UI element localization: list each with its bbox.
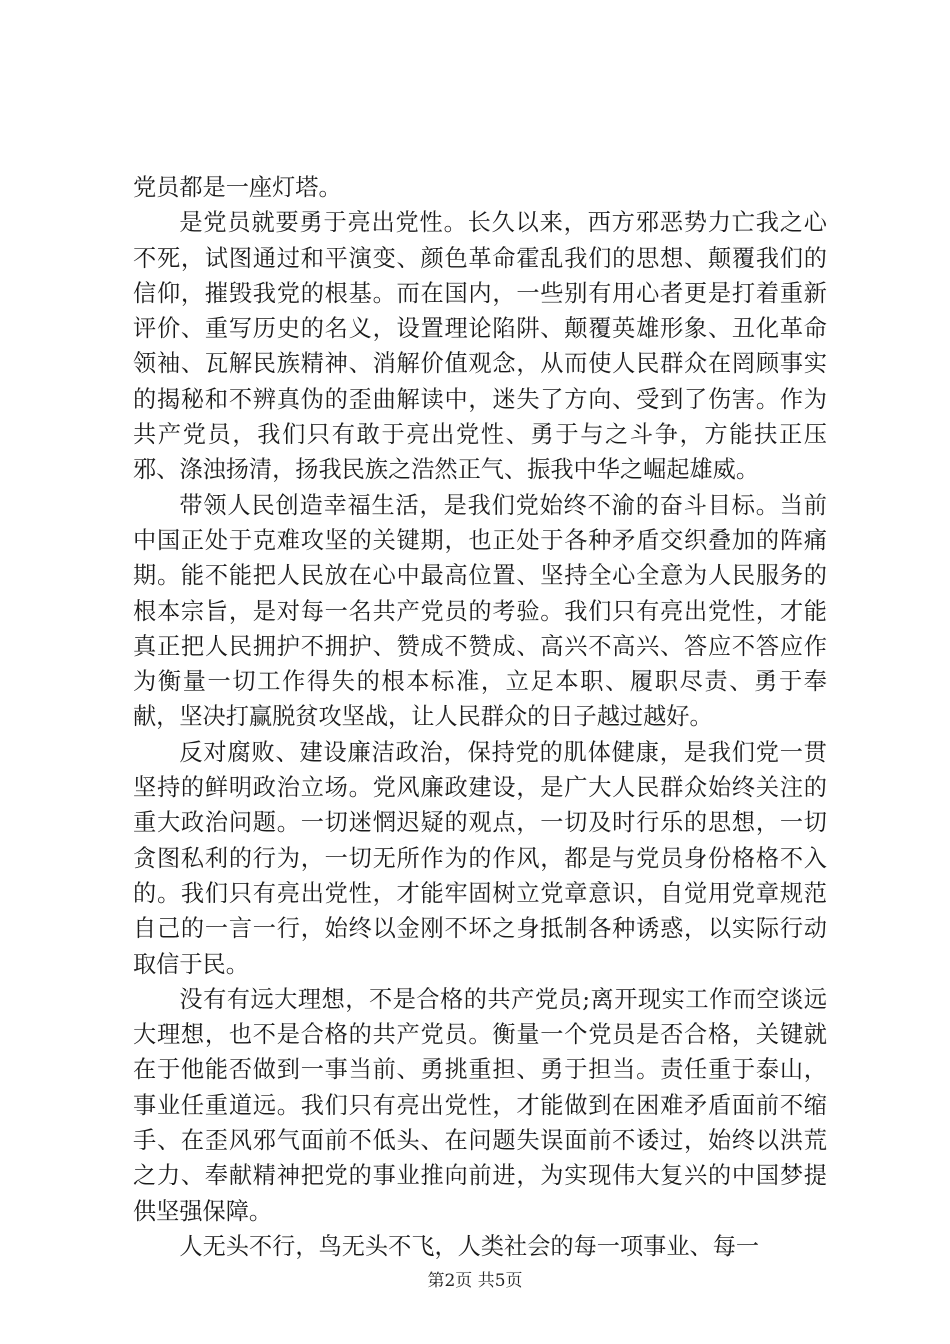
page-footer: 第2页 共5页 <box>427 1271 523 1291</box>
paragraph: 反对腐败、建设廉洁政治，保持党的肌体健康，是我们党一贯坚持的鲜明政治立场。党风廉政建设，是广大人民群众始终关注的重大政治问题。一切迷惘迟疑的观点，一切及时行乐的思想，一切贪图私利的行为，一切无所作为的作风，都是与党员身份格格不入的。我们只有亮出党性，才能牢固树立党章意识，自觉用党章规范自己的一言一行，始终以金刚不坏之身抵制各种诱惑，以实际行动取信于民。 <box>133 738 827 978</box>
document-body <box>133 170 827 1264</box>
paragraph: 人无头不行，鸟无头不飞，人类社会的每一项事业、每一 <box>179 1232 760 1260</box>
paragraph: 带领人民创造幸福生活，是我们党始终不渝的奋斗目标。当前中国正处于克难攻坚的关键期，也正处于各种矛盾交织叠加的阵痛期。能不能把人民放在心中最高位置、坚持全心全意为人民服务的根本宗旨，是对每一名共产党员的考验。我们只有亮出党性，才能真正把人民拥护不拥护、赞成不赞成、高兴不高兴、答应不答应作为衡量一切工作得失的根本标准，立足本职、履职尽责、勇于奉献，坚决打赢脱贫攻坚战，让人民群众的日子越过越好。 <box>133 491 827 731</box>
paragraph-continuation: 党员都是一座灯塔。 <box>133 174 342 201</box>
paragraph: 是党员就要勇于亮出党性。长久以来，西方邪恶势力亡我之心不死，试图通过和平演变、颜色革命霍乱我们的思想、颠覆我们的信仰，摧毁我党的根基。而在国内，一些别有用心者更是打着重新评价、重写历史的名义，设置理论陷阱、颠覆英雄形象、丑化革命领袖、瓦解民族精神、消解价值观念，从而使人民群众在罔顾事实的揭秘和不辨真伪的歪曲解读中，迷失了方向、受到了伤害。作为共产党员，我们只有敢于亮出党性、勇于与之斗争，方能扶正压邪、涤浊扬清，扬我民族之浩然正气、振我中华之崛起雄威。 <box>133 209 827 484</box>
paragraph: 没有有远大理想，不是合格的共产党员;离开现实工作而空谈远大理想，也不是合格的共产党员。衡量一个党员是否合格，关键就在于他能否做到一事当前、勇挑重担、勇于担当。责任重于泰山，事业任重道远。我们只有亮出党性，才能做到在困难矛盾面前不缩手、在歪风邪气面前不低头、在问题失误面前不诿过，始终以洪荒之力、奉献精神把党的事业推向前进，为实现伟大复兴的中国梦提供坚强保障。 <box>133 985 827 1225</box>
